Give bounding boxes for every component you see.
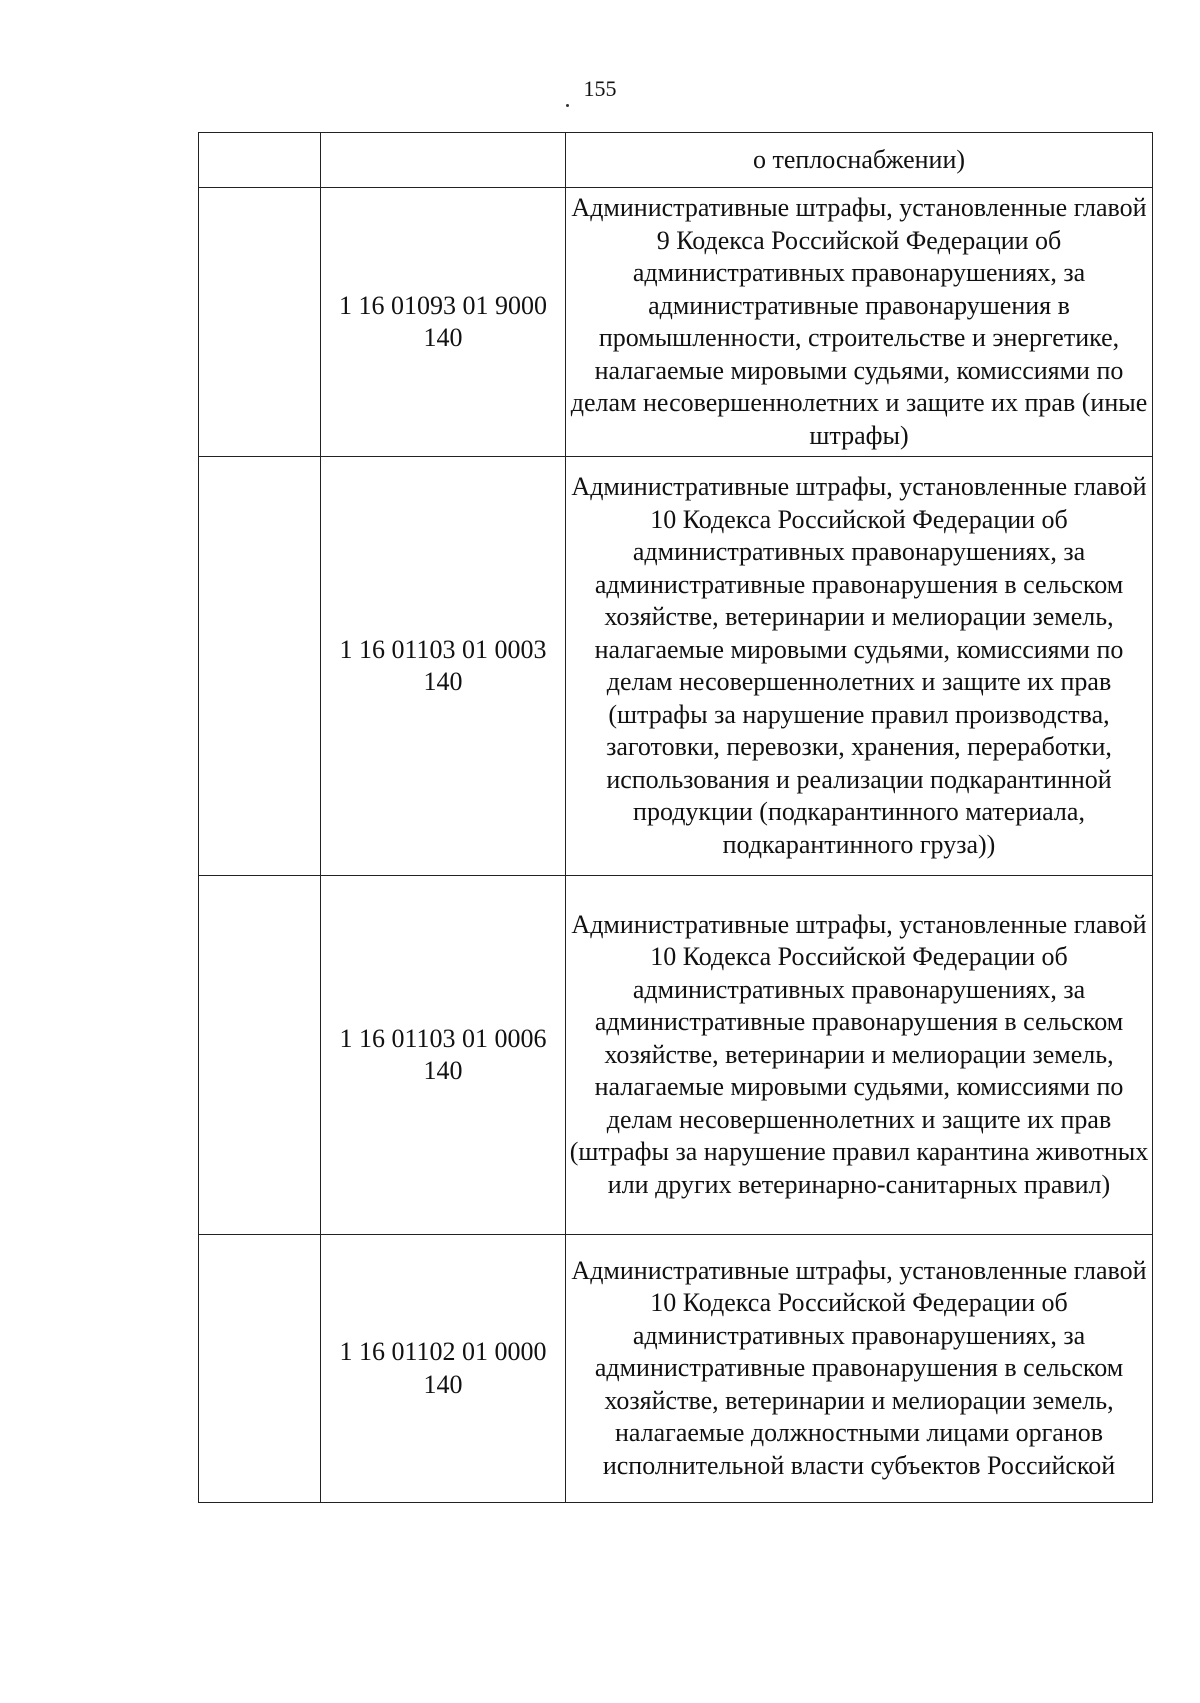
empty-cell	[199, 1235, 321, 1503]
code-cell	[321, 188, 566, 457]
table-row	[199, 188, 1153, 457]
table-row	[199, 1235, 1153, 1503]
empty-cell	[199, 133, 321, 188]
description-text: Административные штрафы, установленные главой 10 Кодекса Российской Федерации об административных правонарушениях, за административные правонарушения в сельском хозяйстве, ветеринарии и мелиорации земель, налагаемые мировыми судьями, комиссиями по делам несовершеннолетних и защите их прав (штрафы за нарушение правил производства, заготовки, перевозки, хранения, переработки, использования и реализации подкарантинной продукции (подкарантинного материала, подкарантинного груза))	[571, 472, 1147, 859]
table-row	[199, 133, 1153, 188]
description-cell	[566, 133, 1153, 188]
code-line-2: 140	[423, 323, 463, 352]
description-cell	[566, 457, 1153, 876]
table-row	[199, 457, 1153, 876]
scan-speck	[566, 104, 569, 107]
code-cell	[321, 457, 566, 876]
page-number: 155	[583, 76, 617, 101]
code-cell	[321, 1235, 566, 1503]
empty-cell	[199, 188, 321, 457]
code-line-1: 1 16 01103 01 0003	[339, 634, 547, 664]
code-line-1: 1 16 01102 01 0000	[339, 1337, 547, 1366]
description-cell	[566, 188, 1153, 457]
code-line-1: 1 16 01093 01 9000	[339, 290, 547, 320]
empty-cell	[199, 457, 321, 876]
description-text: Административные штрафы, установленные главой 10 Кодекса Российской Федерации об административных правонарушениях, за административные правонарушения в сельском хозяйстве, ветеринарии и мелиорации земель, налагаемые мировыми судьями, комиссиями по делам несовершеннолетних и защите их прав (штрафы за нарушение правил карантина животных или других ветеринарно-санитарных правил)	[569, 909, 1149, 1199]
code-line-1: 1 16 01103 01 0006	[339, 1023, 547, 1053]
empty-cell	[199, 876, 321, 1235]
description-text: о теплоснабжении)	[752, 144, 966, 174]
revenue-codes-table	[198, 132, 1153, 1503]
description-cell	[566, 876, 1153, 1235]
code-line-2: 140	[423, 667, 463, 696]
table-row	[199, 876, 1153, 1235]
description-text: Административные штрафы, установленные главой 9 Кодекса Российской Федерации об административных правонарушениях, за административные правонарушения в промышленности, строительстве и энергетике, налагаемые мировыми судьями, комиссиями по делам несовершеннолетних и защите их прав (иные штрафы)	[570, 193, 1148, 450]
code-line-2: 140	[423, 1369, 463, 1399]
description-text: Административные штрафы, установленные главой 10 Кодекса Российской Федерации об административных правонарушениях, за административные правонарушения в сельском хозяйстве, ветеринарии и мелиорации земель, налагаемые должностными лицами органов исполнительной власти субъектов Российской	[571, 1255, 1147, 1480]
code-cell	[321, 133, 566, 188]
code-line-2: 140	[423, 1056, 463, 1085]
code-cell	[321, 876, 566, 1235]
description-cell	[566, 1235, 1153, 1503]
